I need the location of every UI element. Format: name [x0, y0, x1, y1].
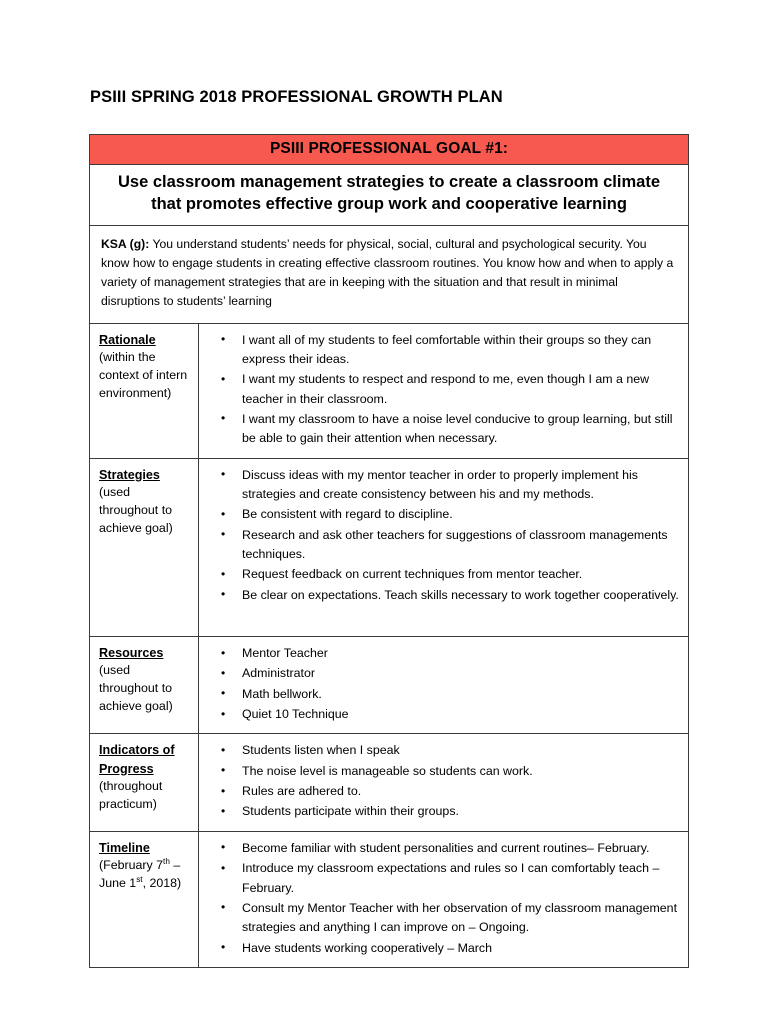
- list-item: • Administrator: [221, 664, 680, 683]
- list-item: • Be clear on expectations. Teach skills necessary to work together cooperatively.: [221, 586, 680, 605]
- professional-goal-table: [89, 134, 689, 968]
- row-label-cell-indicators: [90, 734, 199, 831]
- list-item: • Have students working cooperatively – March: [221, 939, 680, 958]
- row-content-cell-rationale: [199, 323, 689, 458]
- bullet-list-rationale: [199, 331, 680, 449]
- row-label-timeline: Timeline: [99, 840, 150, 855]
- list-item: • Quiet 10 Technique: [221, 705, 680, 724]
- bullet-list-timeline: [199, 839, 680, 958]
- list-item: • The noise level is manageable so students can work.: [221, 762, 680, 781]
- banner-row: [90, 135, 689, 165]
- goal-banner-cell: [90, 135, 689, 165]
- ksa-row: [90, 225, 689, 323]
- goal-banner-label: PSIII PROFESSIONAL GOAL #1:: [269, 140, 509, 157]
- ksa-paragraph: [101, 235, 675, 312]
- ksa-body: You understand students’ needs for physical, social, cultural and psychological security. You know how to engage students in creating effective classroom routines. You know how and when to apply a variety of management strategies that are in keeping with the situation and that result in minimal disruptions to students’ learning: [101, 236, 674, 309]
- row-label-cell-timeline: [90, 831, 199, 967]
- row-content-cell-indicators: [199, 734, 689, 831]
- table-row: [90, 323, 689, 458]
- goal-statement-row: [90, 165, 689, 226]
- list-item: • Consult my Mentor Teacher with her observation of my classroom management strategies and anything I can improve on – Ongoing.: [221, 899, 680, 938]
- list-item: • Introduce my classroom expectations and rules so I can comfortably teach – February.: [221, 859, 680, 898]
- row-content-cell-strategies: [199, 458, 689, 636]
- row-label-cell-strategies: [90, 458, 199, 636]
- bullet-list-resources: [199, 644, 680, 724]
- row-sublabel-rationale: (within the context of intern environment): [99, 349, 188, 400]
- row-label-cell-rationale: [90, 323, 199, 458]
- table-row: [90, 458, 689, 636]
- bullet-list-strategies: [199, 466, 680, 605]
- list-item: • I want all of my students to feel comfortable within their groups so they can express their ideas.: [221, 331, 680, 370]
- list-item: • Be consistent with regard to discipline.: [221, 505, 680, 524]
- row-sublabel-resources: (used throughout to achieve goal): [99, 663, 173, 714]
- ksa-cell: [90, 225, 689, 323]
- table-row: [90, 637, 689, 734]
- goal-statement-cell: [90, 165, 689, 226]
- goal-statement-text: Use classroom management strategies to create a classroom climate that promotes effective group work and cooperative learning: [118, 173, 660, 213]
- row-label-resources: Resources: [99, 646, 164, 661]
- row-label-strategies: Strategies: [99, 467, 160, 482]
- row-sublabel-strategies: (used throughout to achieve goal): [99, 484, 173, 535]
- row-content-cell-timeline: [199, 831, 689, 967]
- page-title: PSIII SPRING 2018 PROFESSIONAL GROWTH PLAN: [90, 88, 503, 106]
- row-label-rationale: Rationale: [99, 332, 156, 347]
- list-item: • Students listen when I speak: [221, 741, 680, 760]
- table-row: [90, 734, 689, 831]
- list-item: • Become familiar with student personalities and current routines– February.: [221, 839, 680, 858]
- row-sublabel-timeline: (February 7th – June 1st, 2018): [99, 856, 182, 891]
- list-item: • Research and ask other teachers for suggestions of classroom managements techniques.: [221, 526, 680, 565]
- list-item: • Discuss ideas with my mentor teacher in order to properly implement his strategies and create consistency between his and my methods.: [221, 466, 680, 505]
- table-row: [90, 831, 689, 967]
- list-item: • I want my students to respect and respond to me, even though I am a new teacher in their classroom.: [221, 370, 680, 409]
- row-content-cell-resources: [199, 637, 689, 734]
- list-item: • Request feedback on current techniques from mentor teacher.: [221, 565, 680, 584]
- row-label-indicators: Indicators of Progress: [99, 743, 175, 776]
- list-item: • Math bellwork.: [221, 685, 680, 704]
- row-label-cell-resources: [90, 637, 199, 734]
- bullet-list-indicators: [199, 741, 680, 821]
- list-item: • I want my classroom to have a noise level conducive to group learning, but still be able to gain their attention when necessary.: [221, 410, 680, 449]
- list-item: • Students participate within their groups.: [221, 802, 680, 821]
- list-item: • Rules are adhered to.: [221, 782, 680, 801]
- list-item: • Mentor Teacher: [221, 644, 680, 663]
- row-sublabel-indicators: (throughout practicum): [99, 778, 163, 811]
- goal-table-body: [90, 135, 689, 968]
- ksa-label: KSA (g):: [101, 236, 150, 251]
